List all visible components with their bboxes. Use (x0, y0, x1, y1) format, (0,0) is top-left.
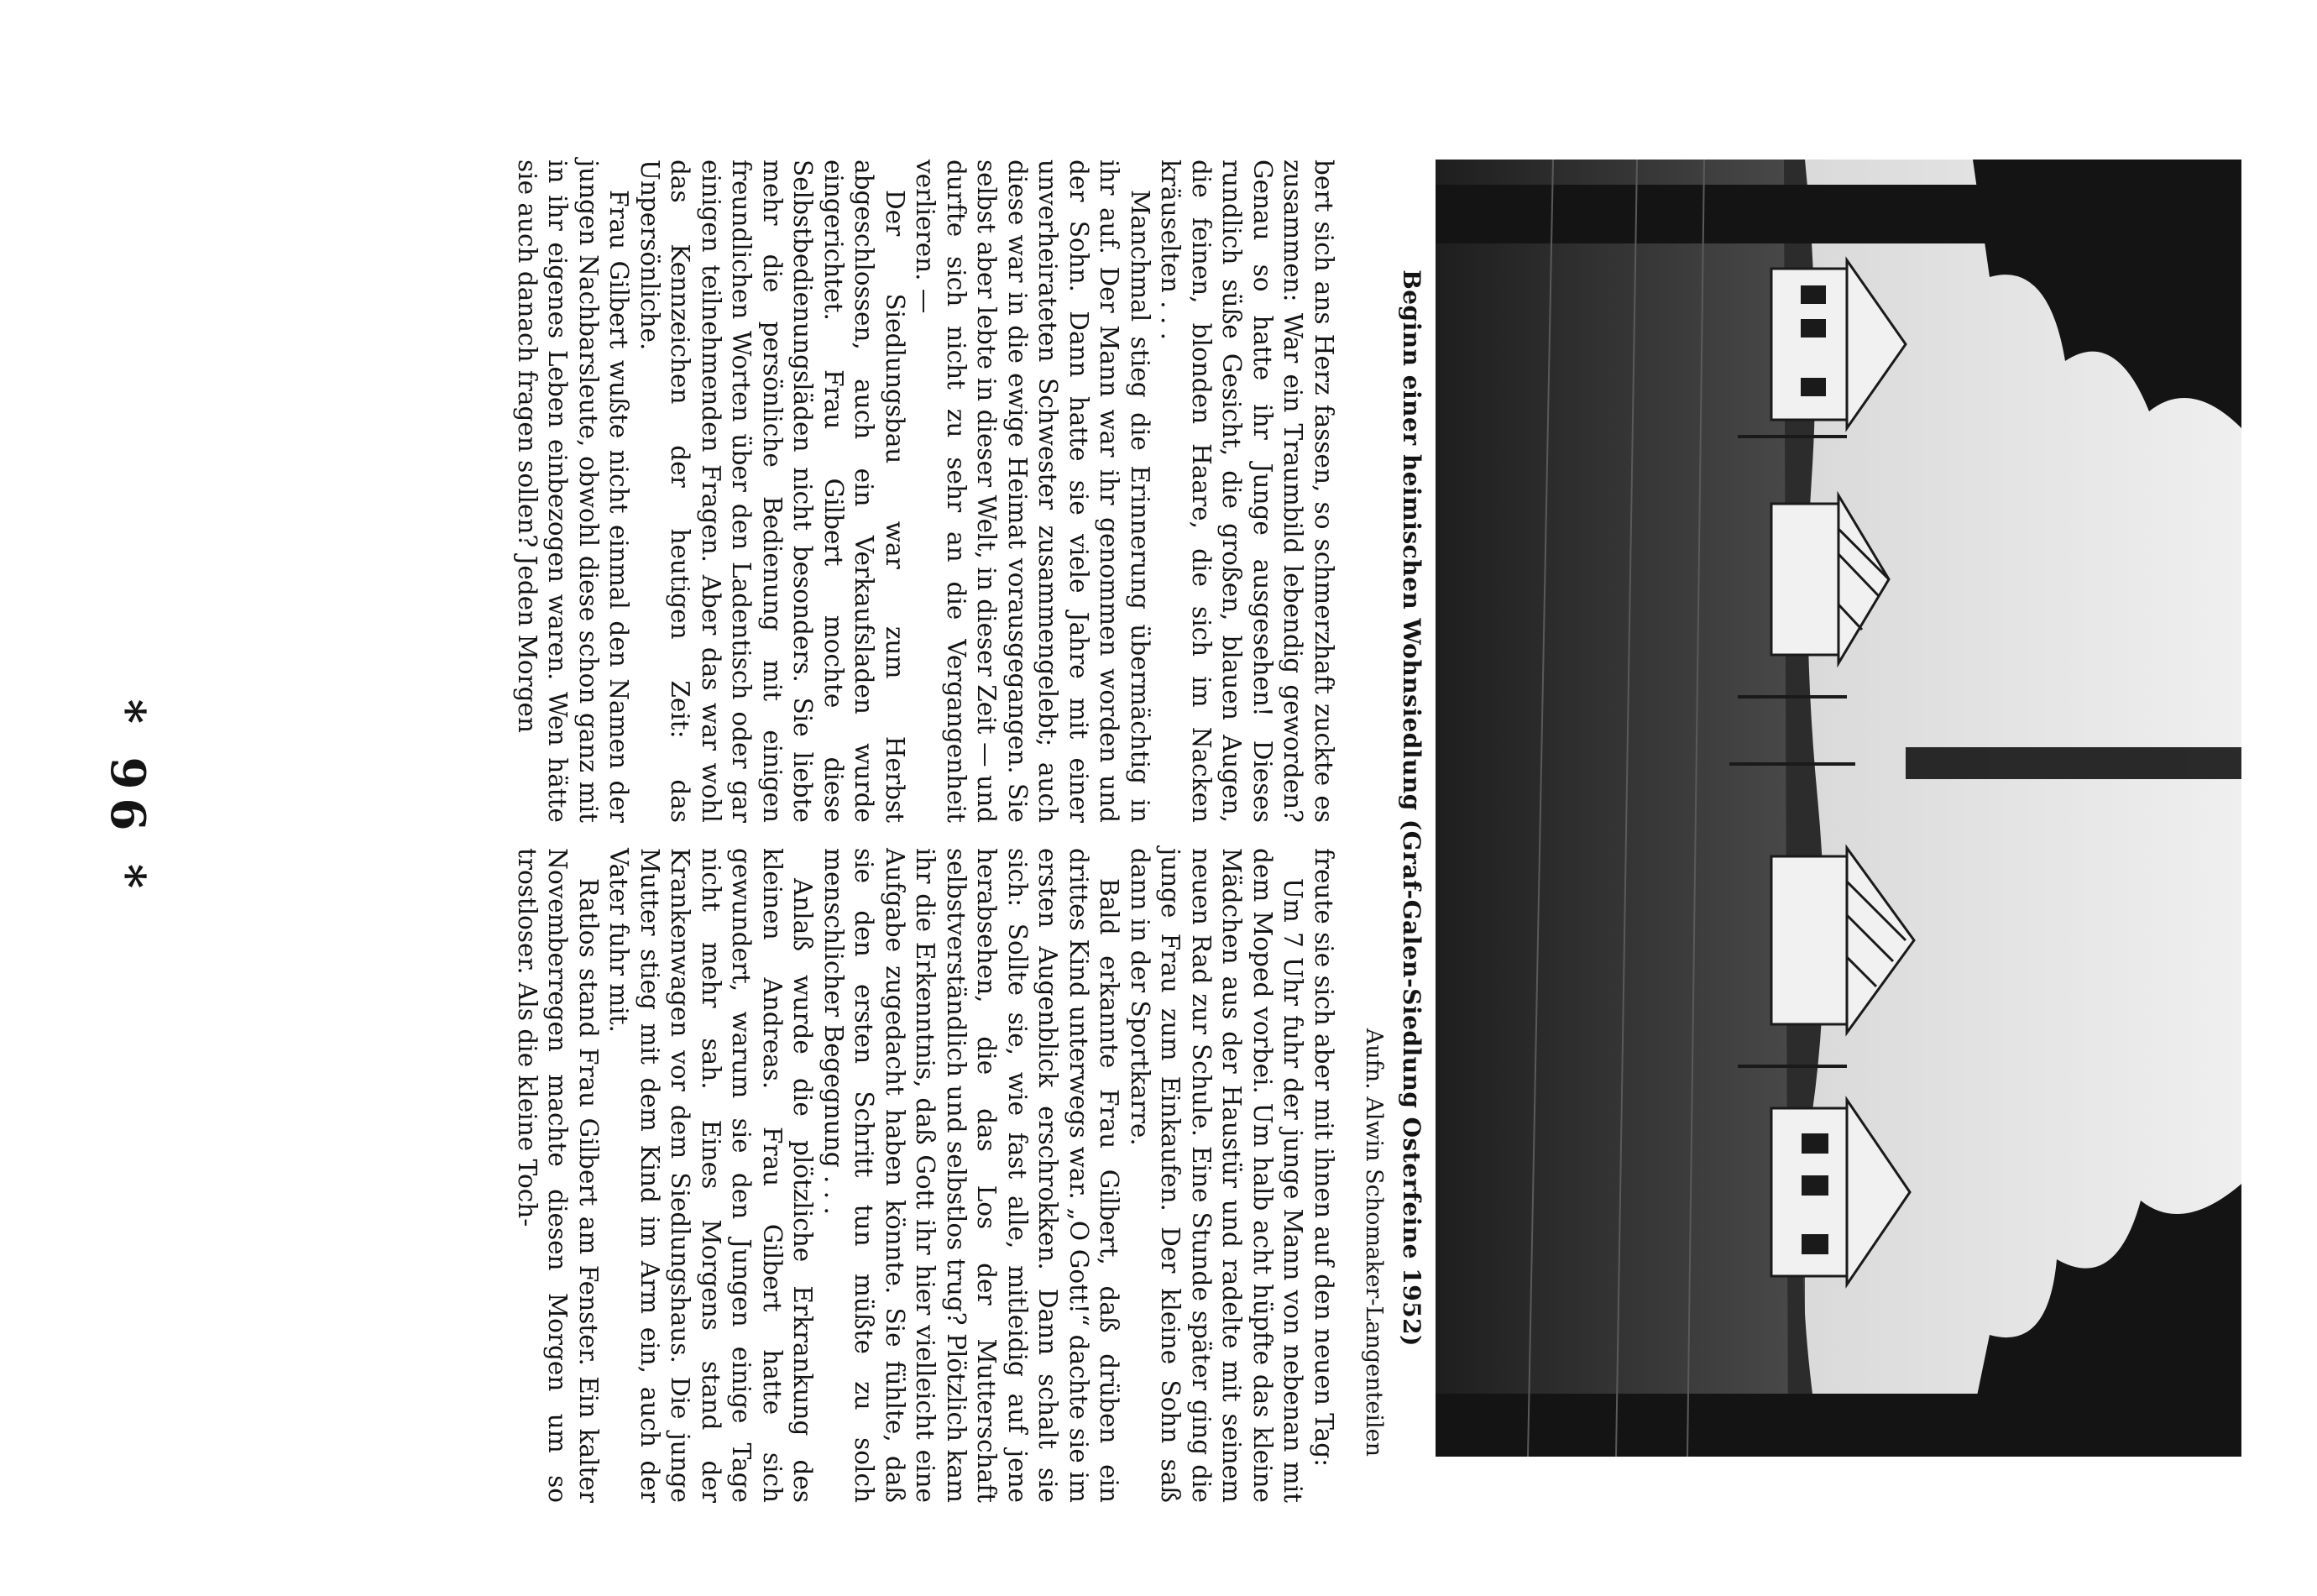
paragraph: Um 7 Uhr fuhr der junge Mann von nebenan mit dem Moped vorbei. Um halb acht hüpfte das kleine Mädchen aus der Haustür und radelte mit seinem neuen Rad zur Schule. Eine Stunde später ging die junge Frau zum Einkaufen. Der kleine Sohn saß dann in der Sportkarre. (1126, 848, 1308, 1503)
text-column-left (512, 160, 1340, 823)
page-number: * 96 * (100, 699, 155, 897)
paragraph: Der Siedlungsbau war zum Herbst abgeschlossen, auch ein Verkaufsladen wurde eingerichtet. Frau Gilbert mochte diese Selbstbedienungsläden nicht besonders. Sie liebte mehr die persönliche Bedienung mit einigen freundlichen Worten über den Ladentisch oder gar einigen teilnehmenden Fragen. Aber das war wohl das Kennzeichen der heutigen Zeit: das Unpersönliche. (635, 160, 909, 823)
ground (1436, 160, 1805, 1457)
settlement-photo-image (1436, 160, 2241, 1457)
paragraph: Bald erkannte Frau Gilbert, daß drüben ein drittes Kind unterwegs war. „O Gott!“ dachte sie im ersten Augenblick erschrokken. Dann schalt sie sich: Sollte sie, wie fast alle, mitleidig auf jene herabsehen, die das Los der Mutterschaft selbstverständlich und selbstlos trug? Plötzlich kam ihr die Erkenntnis, daß Gott ihr hier vielleicht eine Aufgabe zugedacht haben könnte. Sie fühlte, daß sie den ersten Schritt tun müßte zu solch menschlicher Begegnung . . . (819, 848, 1124, 1503)
photo-caption: Beginn einer heimischen Wohnsiedlung (Graf-Galen-Siedlung Osterfeine 1952) (1398, 269, 1425, 1347)
paragraph: Manchmal stieg die Erinnerung übermächtig in ihr auf. Der Mann war ihr genommen worden und der Sohn. Dann hatte sie viele Jahre mit einer unverheirateten Schwester zusammengelebt; auch diese war in die ewige Heimat vorausgegangen. Sie selbst aber lebte in dieser Welt, in dieser Zeit — und durfte sich nicht zu sehr an die Vergangenheit verlieren. — (911, 160, 1154, 823)
photo-credit-text: Aufn. Alwin Schomaker-Langenteilen (1361, 1028, 1387, 1457)
paragraph: Frau Gilbert wußte nicht einmal den Namen der jungen Nachbarsleute, obwohl diese schon ganz mit in ihr eigenes Leben einbezogen waren. Wen hätte sie auch danach fragen sollen? Jeden Morgen (513, 160, 634, 823)
text-column-right (512, 848, 1340, 1503)
paragraph: Anlaß wurde die plötzliche Erkrankung des kleinen Andreas. Frau Gilbert hatte sich gewundert, warum sie den Jungen einige Tage nicht mehr sah. Eines Morgens stand der Krankenwagen vor dem Siedlungshaus. Die junge Mutter stieg mit dem Kind im Arm ein, auch der Vater fuhr mit. (604, 848, 818, 1503)
paragraph: freute sie sich aber mit ihnen auf den neuen Tag: (1310, 848, 1338, 1468)
paragraph: bert sich ans Herz fassen, so schmerzhaft zuckte es zusammen: War ein Traumbild lebendig geworden? Genau so hatte ihr Junge ausgesehen! Dieses rundlich süße Gesicht, die großen, blauen Augen, die feinen, blonden Haare, die sich im Nacken kräuselten . . . (1156, 160, 1338, 823)
settlement-photo (1436, 160, 2241, 1457)
paragraph: Ratlos stand Frau Gilbert am Fenster. Ein kalter Novemberregen machte diesen Morgen um so trostloser. Als die kleine Toch- (513, 848, 603, 1503)
